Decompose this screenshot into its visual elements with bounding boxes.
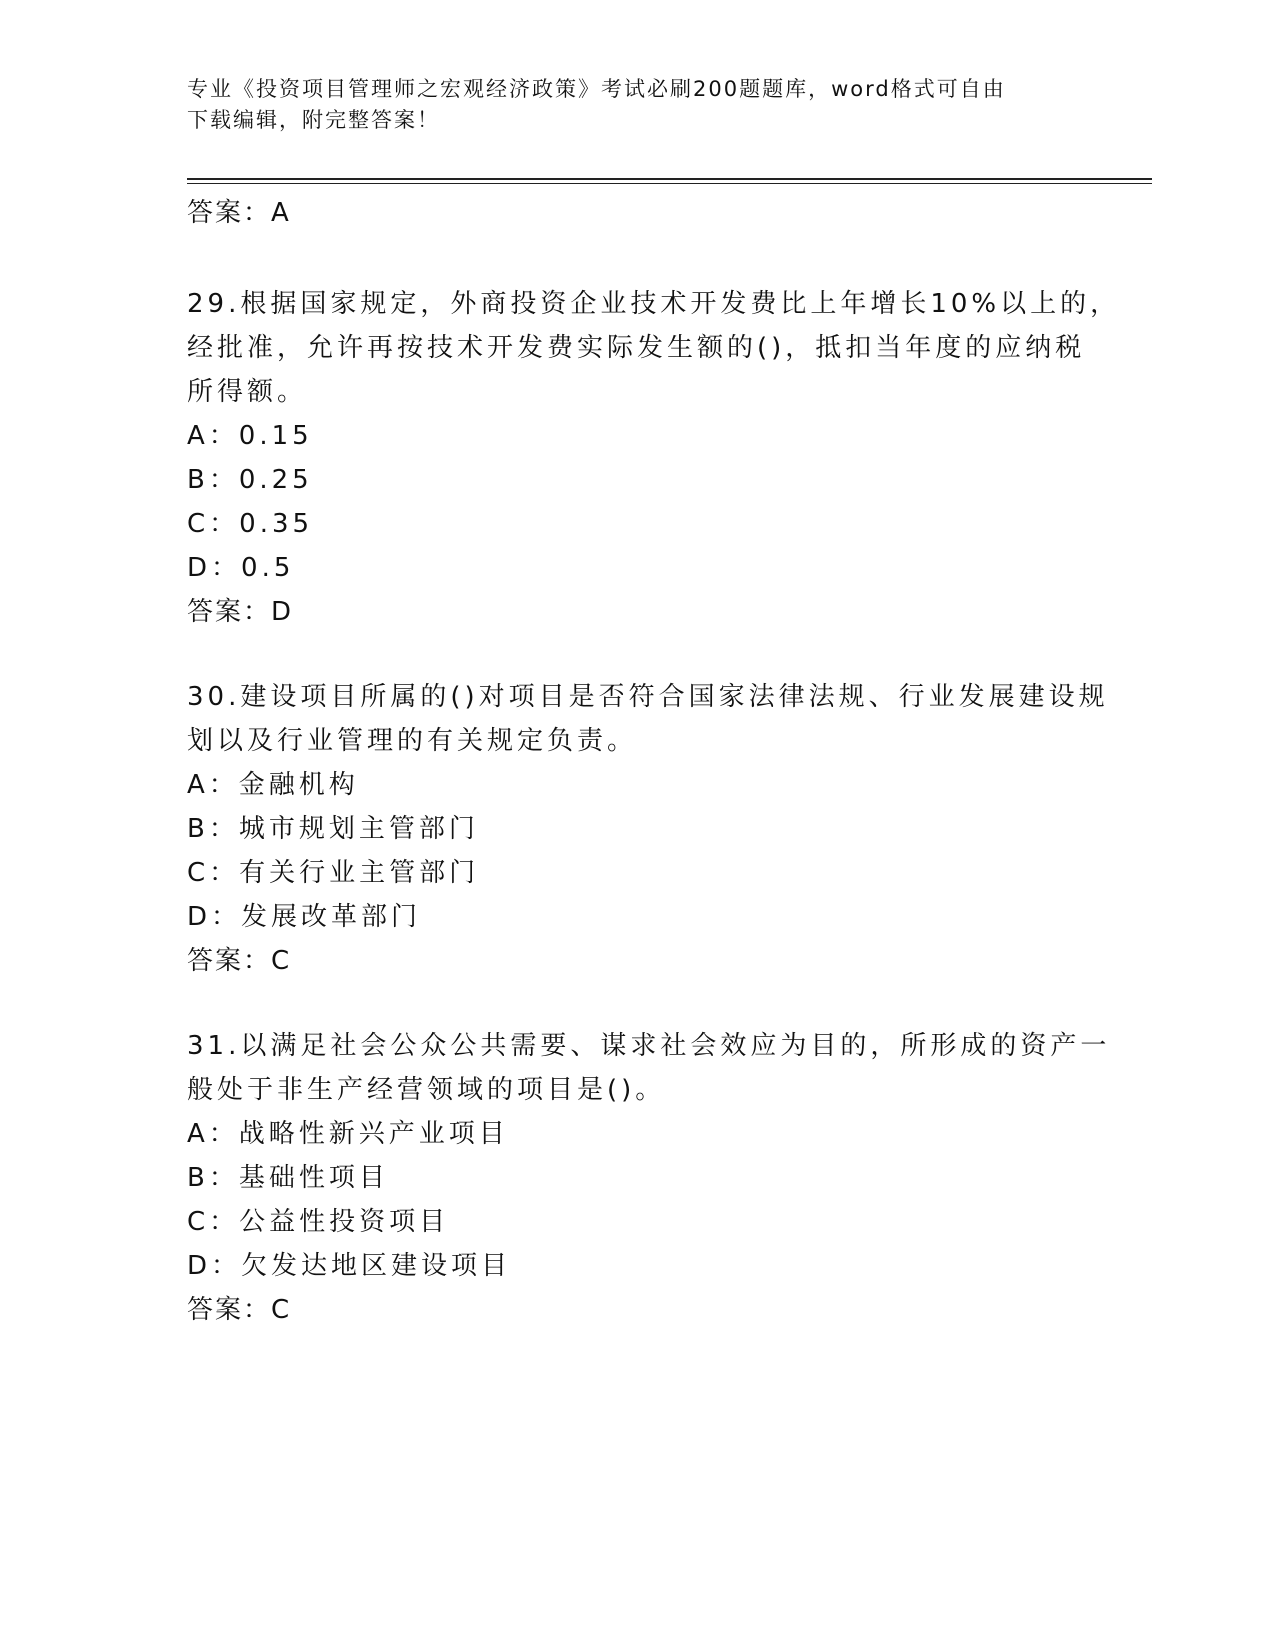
- option-d: D：欠发达地区建设项目: [187, 1251, 512, 1281]
- question-text-line: 31.以满足社会公众公共需要、谋求社会效应为目的，所形成的资产一: [187, 1031, 1111, 1061]
- option-b: B：基础性项目: [187, 1163, 389, 1193]
- header-divider-thin: [187, 183, 1152, 184]
- header-divider-thick: [187, 178, 1152, 180]
- option-b: B：城市规划主管部门: [187, 814, 479, 844]
- header-line-2: 下载编辑，附完整答案！: [187, 108, 440, 132]
- question-text-line: 所得额。: [187, 377, 308, 407]
- option-a: A：金融机构: [187, 770, 359, 800]
- option-d: D：发展改革部门: [187, 902, 422, 932]
- answer: 答案：C: [187, 1295, 292, 1325]
- question-text-line: 般处于非生产经营领域的项目是()。: [187, 1075, 666, 1105]
- option-c: C：有关行业主管部门: [187, 858, 480, 888]
- previous-answer: 答案：A: [187, 198, 291, 228]
- question-text-line: 经批准，允许再按技术开发费实际发生额的()，抵扣当年度的应纳税: [187, 333, 1086, 363]
- document-header: [187, 74, 1087, 136]
- option-c: C：0.35: [187, 509, 314, 539]
- header-line-1: 专业《投资项目管理师之宏观经济政策》考试必刷200题题库，word格式可自由: [187, 77, 1006, 101]
- option-b: B：0.25: [187, 465, 313, 495]
- answer: 答案：C: [187, 946, 292, 976]
- answer: 答案：D: [187, 597, 294, 627]
- option-c: C：公益性投资项目: [187, 1207, 450, 1237]
- option-a: A：战略性新兴产业项目: [187, 1119, 509, 1149]
- option-d: D：0.5: [187, 553, 295, 583]
- question-text-line: 29.根据国家规定，外商投资企业技术开发费比上年增长10%以上的，: [187, 289, 1121, 319]
- option-a: A：0.15: [187, 421, 313, 451]
- question-text-line: 划以及行业管理的有关规定负责。: [187, 726, 638, 756]
- question-text-line: 30.建设项目所属的()对项目是否符合国家法律法规、行业发展建设规: [187, 682, 1109, 712]
